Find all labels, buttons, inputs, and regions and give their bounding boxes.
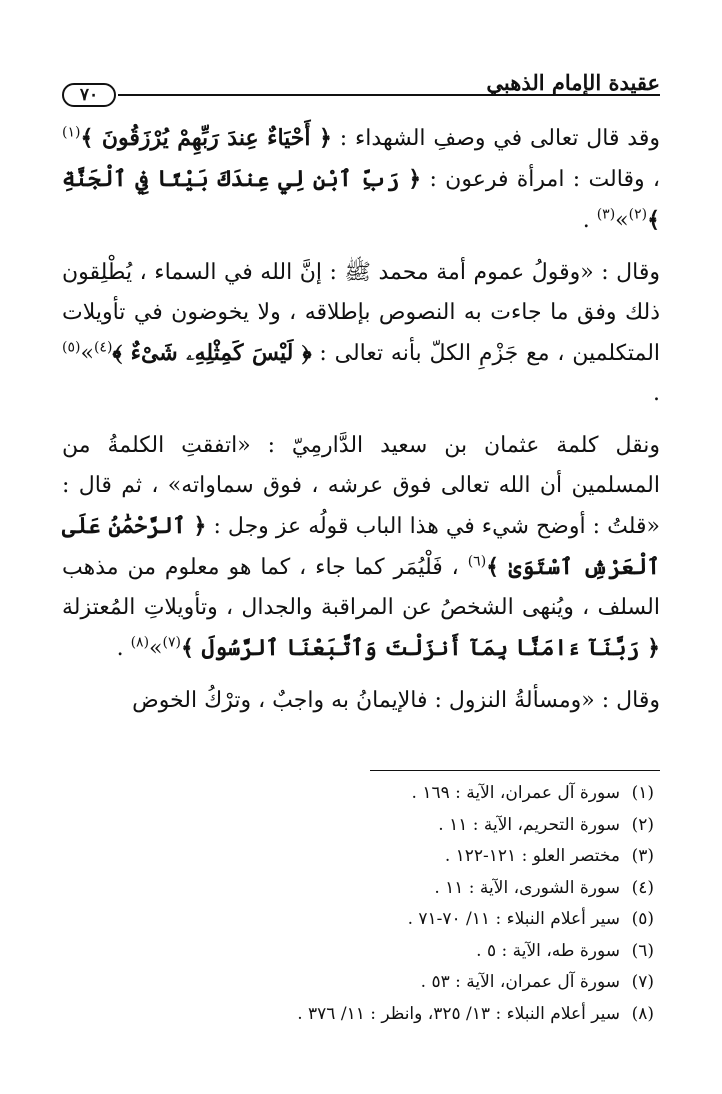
- body-text-segment: .: [116, 636, 131, 661]
- body-text-segment: »: [615, 208, 629, 233]
- footnote-number: (٤): [631, 877, 654, 898]
- body-text-segment: وقد قال تعالى في وصفِ الشهداء :: [331, 126, 660, 151]
- body-text-segment: .: [653, 381, 660, 406]
- body-text-segment: ونقل كلمة عثمان بن سعيد الدَّارمِيّ : «اتفقتِ الكلمةُ من المسلمين أن الله تعالى فوق عرشه ، فوق سماواته» ، ثم قال : «قلتُ : أوضح شيء في هذا الباب قولُه عز وجل :: [62, 433, 661, 539]
- body-text-segment: وقال : «ومسألةُ النزول : فالإيمانُ به واجبٌ ، وترْكُ الخوض: [132, 688, 660, 713]
- quran-verse: ﴿ رَبِّ ٱبْنِ لِي عِندَكَ بَيْتًا فِي ٱلْجَنَّةِ ﴾: [62, 166, 660, 233]
- footnote-item: [62, 841, 654, 873]
- footnote-text: سير أعلام النبلاء : ١٣/ ٣٢٥، وانظر : ١١/ ٣٧٦ .: [297, 1003, 620, 1024]
- footnote-number: (٧): [631, 972, 654, 992]
- footnotes-list: [62, 778, 654, 1030]
- body-text-segment: »: [80, 341, 94, 366]
- footnote-number: (٨): [631, 1003, 654, 1024]
- quran-verse: ﴿ أَحْيَاءٌ عِندَ رَبِّهِمْ يُرْزَقُونَ ﴾: [80, 125, 332, 151]
- footnote-item: [62, 999, 654, 1031]
- quran-verse: ﴿ رَبَّنَآ ءَامَنَّا بِمَآ أَنزَلْتَ وَٱتَّبَعْنَا ٱلرَّسُولَ ﴾: [180, 635, 660, 661]
- paragraph: [62, 118, 660, 241]
- page-header: [62, 58, 660, 108]
- body-text-segment: .: [582, 208, 597, 233]
- footnote-item: [62, 904, 654, 936]
- page-number: ٧٠: [62, 83, 116, 107]
- footnote-item: [62, 873, 654, 905]
- body-text: [62, 118, 660, 721]
- footnote-number: (٦): [631, 940, 654, 961]
- body-text-segment: وقال : «وقولُ عموم أمة محمد ﷺ : إنَّ الله في السماء ، يُطْلِقون ذلك وفق ما جاءت به النصوص بإطلاقه ، ولا يخوضون في تأويلات المتكلمين ، مع جَزْمِ الكلّ بأنه تعالى :: [62, 260, 661, 366]
- footnote-number: (٣): [631, 846, 654, 866]
- footnote-text: سورة آل عمران، الآية : ١٦٩ .: [411, 783, 620, 803]
- book-title: عقيدة الإمام الذهبي: [486, 70, 660, 95]
- footnote-number: (٢): [631, 814, 654, 835]
- footnote-text: سورة الشورى، الآية : ١١ .: [434, 877, 620, 898]
- footnote-reference: (٤): [93, 339, 113, 356]
- footnote-text: سورة التحريم، الآية : ١١ .: [438, 814, 620, 835]
- footnote-number: (١): [631, 783, 654, 803]
- footnote-reference: (١): [62, 124, 81, 141]
- footnote-item: [62, 778, 654, 810]
- footnote-text: سورة آل عمران، الآية : ٥٣ .: [420, 972, 620, 992]
- quran-verse: ﴿ لَيْسَ كَمِثْلِهِۦ شَىْءٌ ﴾: [112, 340, 312, 366]
- footnote-reference: (٧): [162, 634, 181, 651]
- footnote-reference: (٥): [62, 339, 81, 356]
- footnote-item: [62, 810, 654, 842]
- paragraph: [62, 426, 660, 669]
- footnote-item: [62, 936, 654, 968]
- footnote-text: سير أعلام النبلاء : ١١/ ٧٠-٧١ .: [407, 909, 620, 929]
- paragraph: [62, 253, 660, 414]
- body-text-segment: ، فَلْيُمَر كما جاء ، كما هو معلوم من مذهب السلف ، ويُنهى الشخصُ عن المراقبة والجدال ، وتأويلاتِ المُعتزلة: [62, 555, 660, 620]
- paragraph: [62, 681, 660, 721]
- footnote-reference: (٣): [596, 206, 616, 223]
- footnote-reference: (٢): [628, 206, 648, 223]
- footnote-reference: (٨): [130, 634, 150, 651]
- footnote-separator: [370, 770, 660, 771]
- footnote-text: مختصر العلو : ١٢١-١٢٢ .: [444, 846, 620, 866]
- quran-verse: ﴿ ٱلرَّحْمَٰنُ عَلَى ٱلْعَرْشِ ٱسْتَوَىٰ ﴾: [62, 513, 660, 580]
- body-text-segment: »: [149, 636, 163, 661]
- footnote-reference: (٦): [467, 553, 487, 570]
- footnote-number: (٥): [631, 909, 654, 929]
- header-rule: [118, 94, 660, 96]
- body-text-segment: ، وقالت : امرأة فرعون :: [421, 167, 660, 192]
- footnote-text: سورة طه، الآية : ٥ .: [476, 940, 620, 961]
- footnote-item: [62, 967, 654, 999]
